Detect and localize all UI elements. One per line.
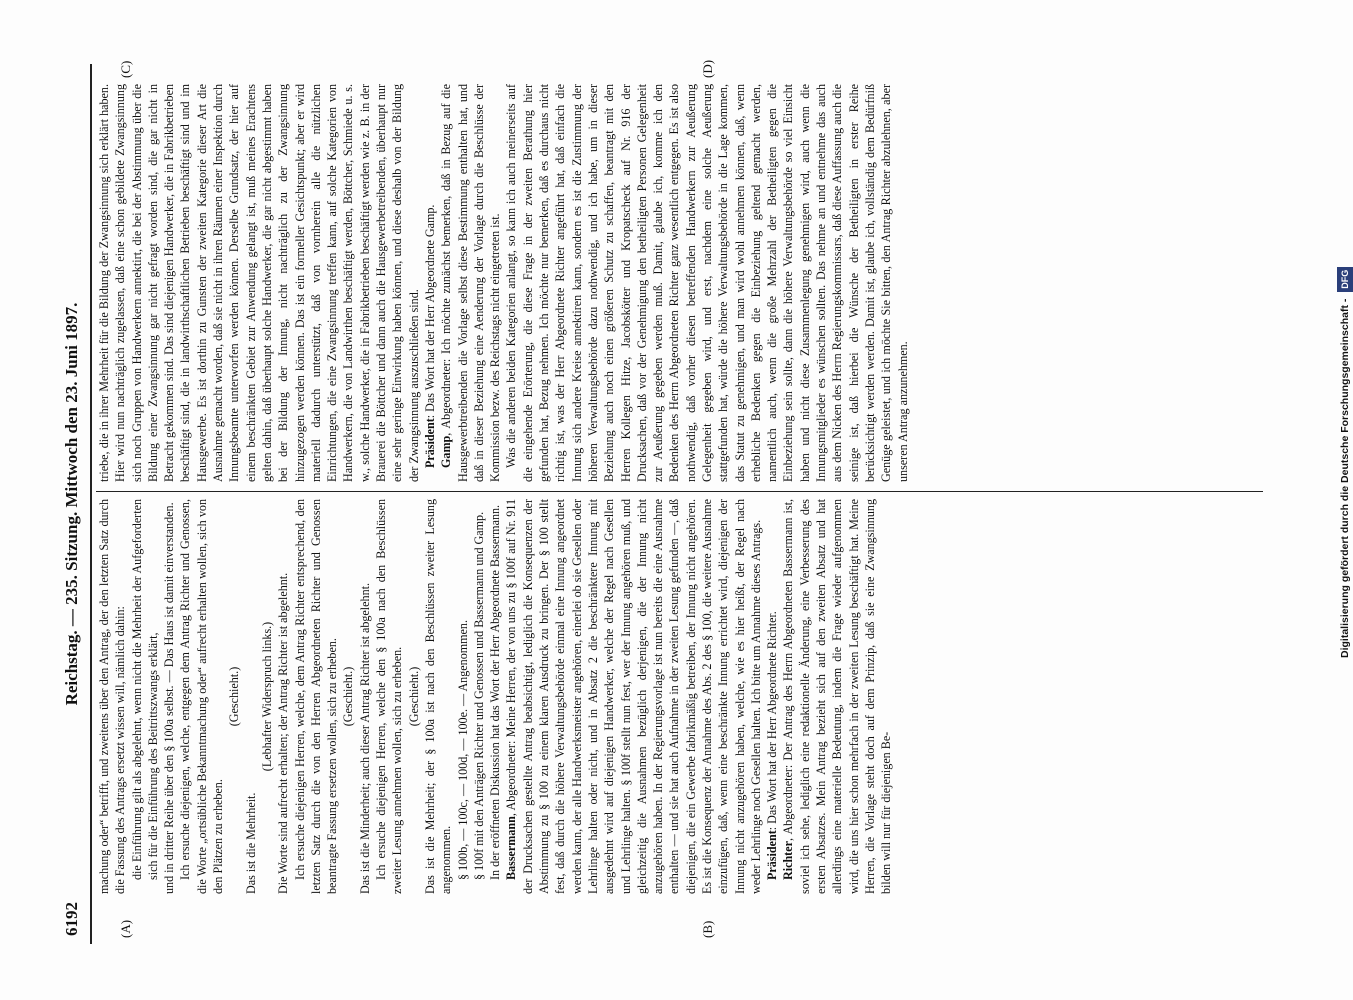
margin-mark-a: (A) — [118, 919, 133, 938]
stage-direction: (Geschieht.) — [406, 666, 421, 727]
speech: Präsident: Das Wort hat der Herr Abgeordnete Richter. — [765, 611, 780, 880]
right-column — [96, 84, 1273, 482]
paragraph: Die Worte sind aufrecht erhalten; der Antrag Richter ist abgelehnt. — [276, 572, 291, 894]
dfg-logo: DFG — [1337, 267, 1353, 292]
speech: Bassermann, Abgeordneter: Meine Herren, der von uns zu § 100f auf Nr. 911 der Drucksachen gestellte Antrag beabsichtigt, lediglich die Konsequenzen der Abstimmung zu § 100 zu einem klaren Ausdruck zu bringen. Der § 100 stellt fest, daß durch die höhere Verwaltungsbehörde einmal eine Innung angeordnet werden kann, der alle Handwerksmeister angehören, einerlei ob sie Gesellen oder Lehrlinge halten oder nicht, und in Absatz 2 die beschränktere Innung mit ausgedehnt wird auf diejenigen Handwerker, welche der Regel nach Gesellen und Lehrlinge halten. § 100f stellt nun fest, wer der Innung angehören muß, und gleichzeitig die Ausnahmen bezüglich derjenigen, die der Innung nicht anzugehören haben. In der Regierungsvorlage ist nun bereits die eine Ausnahme enthalten — und sie hat auch Aufnahme in der zweiten Lesung gefunden —, daß diejenigen, die ein Gewerbe fabrikmäßig betreiben, der Innung nicht angehören. Es ist die Konsequenz der Annahme des Abs. 2 des § 100, die weitere Ausnahme einzufügen, daß, wenn eine beschränkte Innung errichtet wird, diejenigen der Innung nicht anzugehören haben, welche, wie es hier heißt, der Regel nach weder Lehrlinge noch Gesellen halten. Ich bitte um Annahme dieses Antrags. — [504, 499, 763, 894]
paragraph: Das ist die Minderheit; auch dieser Antrag Richter ist abgelehnt. — [357, 583, 372, 894]
paragraph: Ich ersuche diejenigen Herren, welche den § 100a nach den Beschlüssen zweiter Lesung annehmen wollen, sich zu erheben. — [374, 499, 405, 894]
speech: Präsident: Das Wort hat der Herr Abgeordnete Gamp. — [422, 204, 437, 468]
speech: Was die anderen beiden Kategorien anlangt, so kann ich auch meinerseits auf die eingehende Erörterung, die diese Frage in der zweiten Berathung hier gefunden hat, Bezug nehmen. Ich möchte nur bemerken, daß es durchaus nicht richtig ist, was der Herr Abgeordnete Richter angeführt hat, daß einfach die Innung sich andere Kreise annektiren kann, sondern es ist die Zustimmung der höheren Verwaltungsbehörde dazu nothwendig, und ich habe, um in dieser Beziehung auch noch einen größeren Schutz zu schaffen, beantragt mit den Herren Kollegen Hitze, Jacobskötter und Kropatscheck auf Nr. 916 der Drucksachen, daß vor der Genehmigung den betheiligten Personen Gelegenheit zur Aeußerung gegeben werden muß. Damit, glaube ich, komme ich den Bedenken des Herrn Abgeordneten Richter ganz wesentlich entgegen. Es ist also nothwendig, daß vorher diesen betreffenden Handwerkern zur Aeußerung Gelegenheit gegeben wird, und erst, nachdem eine solche Aeußerung stattgefunden hat, würde die höhere Verwaltungsbehörde in die Lage kommen, das Statut zu genehmigen, und man wird wohl annehmen können, daß, wenn erhebliche Bedenken gegen die Einbeziehung geltend gemacht werden, namentlich auch, wenn die große Mehrzahl der Betheiligten gegen die Einbeziehung sein sollte, dann die höhere Verwaltungsbehörde so viel Einsicht haben und nicht diese Zusammenlegung genehmigen wird, auch wenn die Innungsmitglieder es wünschen sollten. Das nehme an und entnehme das auch aus dem Nicken des Herrn Regierungskommissars, daß diese Auffassung auch die seinige ist, daß hierbei die Wünsche der Betheiligten in erster Reihe berücksichtigt werden werden. Damit ist, glaube ich, vollständig dem Bedürfniß Genüge geleistet, und ich möchte Sie bitten, den Antrag Richter abzulehnen, aber unseren Antrag anzunehmen. — [504, 84, 910, 482]
stage-direction: (Lebhafter Widerspruch links.) — [259, 621, 274, 772]
margin-mark-d: (D) — [700, 59, 715, 78]
paragraph: Ich ersuche diejenigen Herren, welche, dem Antrag Richter entsprechend, den letzten Satz durch die von den Herren Abgeordneten Richter und Genossen beantragte Fassung ersetzen wollen, sich zu erheben. — [292, 499, 340, 894]
paragraph: § 100f mit den Anträgen Richter und Genossen und Bassermann und Gamp. — [471, 511, 486, 880]
dfg-note: Digitalisierung gefördert durch die Deutsche Forschungsgemeinschaft - — [1339, 298, 1351, 658]
paragraph: Das ist die Mehrheit; der § 100a ist nach den Beschlüssen zweiter Lesung angenommen. — [422, 499, 454, 894]
digitization-note — [1337, 8, 1353, 993]
header-rule — [90, 64, 92, 944]
page-number: 6192 — [62, 902, 81, 936]
paragraph: § 100b, — 100c, — 100d, — 100e. — Angenommen. — [455, 620, 470, 880]
speech: Richter, Abgeordneter: Der Antrag des Herrn Abgeordneten Bassermann ist, soviel ich sehe, lediglich eine redaktionelle Änderung, eine Verbesserung des ersten Absatzes. Mein Antrag bezieht sich auf den zweiten Absatz und hat allerdings eine materielle Bedeutung, indem die Frage wieder aufgenommen wird, die uns hier schon mehrfach in der zweiten Lesung beschäftigt hat. Meine Herren, die Vorlage steht doch auf dem Prinzip, daß sie eine Zwangsinnung bilden will nur für diejenigen Be- — [781, 499, 894, 894]
paragraph: und in dritter Reihe über den § 100a selbst. — Das Haus ist damit einverstanden. — [162, 502, 177, 894]
paragraph: Ich ersuche diejenigen, welche, entgegen dem Antrag Richter und Genossen, die Worte „ortsübliche Bekanntmachung oder“ aufrecht erhalten wollen, sich von den Plätzen zu erheben. — [178, 499, 226, 894]
speech: Gamp, Abgeordneter: Ich möchte zunächst bemerken, daß in Bezug auf die Hausgewerbtreibenden die Vorlage selbst diese Bestimmung enthalten hat, und daß in dieser Beziehung eine Aenderung der Vorlage durch die Beschlüsse der Kommission bezw. des Reichstags nicht eingetreten ist. — [439, 84, 503, 482]
margin-mark-c: (C) — [118, 60, 133, 78]
left-column — [96, 499, 1273, 894]
running-title: Reichstag. — 235. Sitzung. Mittwoch den 23. Juni 1897. — [62, 302, 81, 706]
margin-mark-b: (B) — [700, 920, 715, 938]
paragraph: Das ist die Mehrheit. — [243, 792, 258, 894]
paragraph: machung oder“ betrifft, und zweitens über den Antrag, der den letzten Satz durch die Fassung des Antrags ersetzt wissen will, nämlich dahin: — [97, 499, 128, 894]
stage-direction: (Geschieht.) — [227, 666, 242, 727]
stage-direction: (Geschieht.) — [341, 666, 356, 727]
page-header — [62, 64, 88, 944]
quoted-motion: die Einführung gilt als abgelehnt, wenn nicht die Mehrheit der Aufgeforderten sich für die Einführung des Beitrittszwangs erklärt, — [129, 499, 160, 880]
column-separator — [96, 491, 1263, 492]
paragraph: In der eröffneten Diskussion hat das Wort der Herr Abgeordnete Bassermann. — [488, 504, 503, 880]
speech: triebe, die in ihrer Mehrheit für die Bildung der Zwangsinnung sich erklärt haben. Hier wird nun nachträglich zugelassen, daß eine schon gebildete Zwangsinnung sich noch Gruppen von Handwerkern annektirt, die bei der Abstimmung über die Bildung einer Zwangsinnung gar nicht gefragt worden sind, die gar nicht in Betracht gekommen sind. Das sind diejenigen Handwerker, die in Fabrikbetrieben beschäftigt sind, die in landwirthschaftlichen Betrieben beschäftigt sind und im Hausgewerbe. Es ist dorthin zu Gunsten der zweiten Kategorie dieser Art die Ausnahme gemacht worden, daß sie nicht in ihren Räumen einer Inspektion durch Innungsbeamte unterworfen werden können. Derselbe Grundsatz, der hier auf einem beschränkten Gebiet zur Anwendung gelangt ist, muß meines Erachtens gelten dahin, daß überhaupt solche Handwerker, die gar nicht abgestimmt haben bei der Bildung der Innung, nicht nachträglich zu der Zwangsinnung hinzugezogen werden können. Das ist ein formeller Gesichtspunkt; aber er wird materiell dadurch unterstützt, daß von vornherein alle die nützlichen Einrichtungen, die eine Zwangsinnung treffen kann, auf solche Kategorien von Handwerkern, die von Landwirthen beschäftigt werden, Böttcher, Schmiede u. s. w., solche Handwerker, die in Fabrikbetrieben beschäftigt werden wie z. B. in der Brauerei die Böttcher und dann auch die Hausgewerbetreibenden, überhaupt nur eine sehr geringe Einwirkung haben können, und diese deshalb von der Bildung der Zwangsinnung auszuschließen sind. — [97, 84, 421, 482]
